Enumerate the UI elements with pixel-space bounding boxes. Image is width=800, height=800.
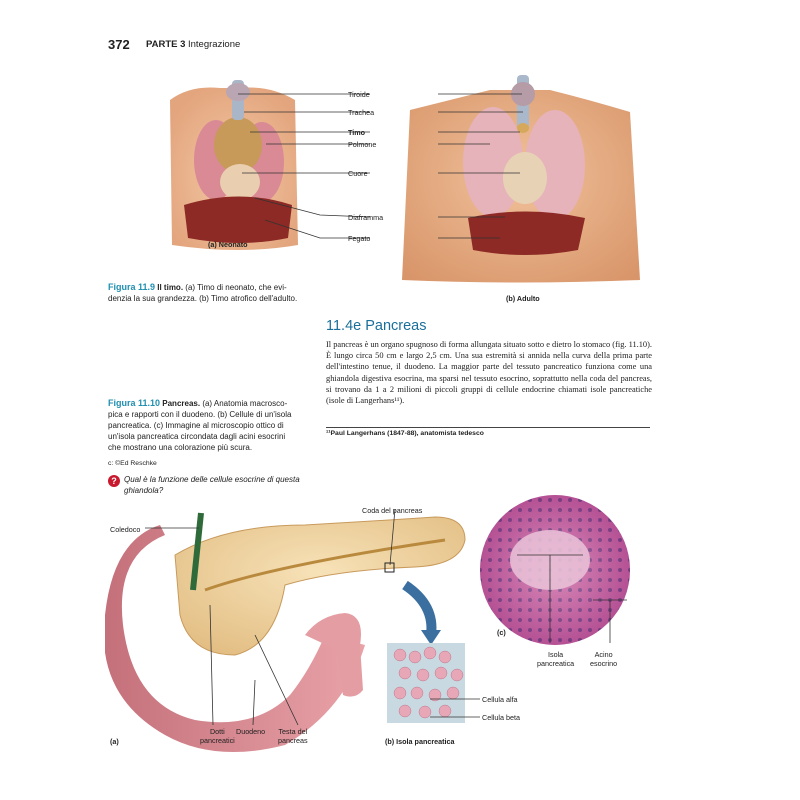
label-line: Isola (547, 650, 564, 659)
question-icon: ? (108, 475, 120, 487)
caption-line: un'isola pancreatica circondata dagli acini esocrini (108, 432, 286, 441)
adult-heart (503, 152, 547, 204)
review-question: Qual è la funzione delle cellule esocrine di questa ghiandola? (124, 475, 300, 495)
label-cuore: Cuore (348, 169, 368, 178)
section-label: Integrazione (188, 39, 241, 50)
label-coda-pancreas: Coda del pancreas (362, 506, 423, 515)
label-line: pancreatici (200, 736, 235, 745)
adult-thymus (517, 123, 529, 133)
caption-line: che mostrano una colorazione più scura. (108, 443, 253, 452)
label-duodeno: Duodeno (236, 727, 266, 736)
magnify-arrow (405, 585, 431, 635)
label-line: esocrino (590, 659, 618, 668)
caption-fig-number: Figura 11.10 (108, 398, 161, 408)
label-cellula-alfa: Cellula alfa (482, 695, 518, 704)
adult-liver (468, 212, 585, 256)
caption-line: pica e rapporti con il duodeno. (b) Cellule di un'isola (108, 410, 292, 419)
label-line: Dotti (209, 727, 225, 736)
label-timo: Timo (348, 128, 366, 137)
panel-a-label: (a) (110, 737, 119, 746)
label-testa-pancreas (278, 727, 308, 745)
adult-torso (402, 75, 640, 283)
caption-title: Il timo. (157, 283, 184, 292)
neonate-heart (220, 164, 260, 200)
label-fegato: Fegato (348, 234, 371, 243)
label-line: Acino (594, 650, 613, 659)
label-trachea: Trachea (348, 108, 375, 117)
section-body: Il pancreas è un organo spugnoso di forma allungata situato sotto e dietro lo stomaco (fig. 11.10). È lungo circa 50 cm e largo 2,5 cm. Una sua estremità si annida nella curva della prima parte dell'intestino tenue, il duodeno. La maggior parte del tessuto pancreatico funziona come una ghiandola digestiva esocrina, ma sparsi nel tessuto esocrino, soprattutto nella coda del pancreas, si trovano da 1 a 2 milioni di piccoli gruppi di cellule endocrine chiamati isole pancreatiche (isole di Langerhans¹¹). (326, 340, 652, 406)
label-line: pancreatica (537, 659, 575, 668)
caption-line: (a) Anatomia macrosco- (202, 399, 288, 408)
image-credit: c: ©Ed Reschke (108, 460, 157, 467)
page-number: 372 (108, 37, 130, 52)
footnote-rule (326, 427, 650, 428)
label-tiroide: Tiroide (348, 90, 370, 99)
label-line: Testa del (278, 727, 308, 736)
caption-title: Pancreas. (162, 399, 201, 408)
thymus-illustration (170, 70, 640, 310)
figure-11-10-caption (108, 398, 318, 453)
label-coledoco: Coledoco (110, 525, 141, 534)
panel-adulto: (b) Adulto (506, 294, 540, 303)
caption-text-2: denzia la sua grandezza. (b) Timo atrofico dell'adulto. (108, 294, 298, 303)
label-line: pancreas (278, 736, 308, 745)
part-label: PARTE 3 (146, 39, 186, 50)
label-acino-esocrino (590, 650, 617, 668)
caption-text-1: (a) Timo di neonato, che evi- (185, 283, 287, 292)
figure-11-9-caption (108, 282, 318, 304)
section-title: 11.4e Pancreas (326, 318, 427, 334)
label-isola-pancreatica (537, 650, 574, 668)
label-polmone: Polmone (348, 140, 377, 149)
label-cellula-beta: Cellula beta (482, 713, 520, 722)
pancreas-illustration (105, 495, 660, 765)
caption-line: pancreatica. (c) Immagine al microscopio ottico di (108, 421, 284, 430)
label-dotti-pancreatici (200, 727, 235, 745)
label-diaframma: Diaframma (348, 213, 384, 222)
panel-c-label: (c) (497, 628, 506, 637)
footnote: ¹¹Paul Langerhans (1847-88), anatomista tedesco (326, 430, 484, 437)
panel-b-label: (b) Isola pancreatica (385, 737, 455, 746)
caption-fig-number: Figura 11.9 (108, 282, 156, 292)
panel-neonato: (a) Neonato (208, 240, 248, 249)
neonate-thyroid (226, 83, 250, 101)
